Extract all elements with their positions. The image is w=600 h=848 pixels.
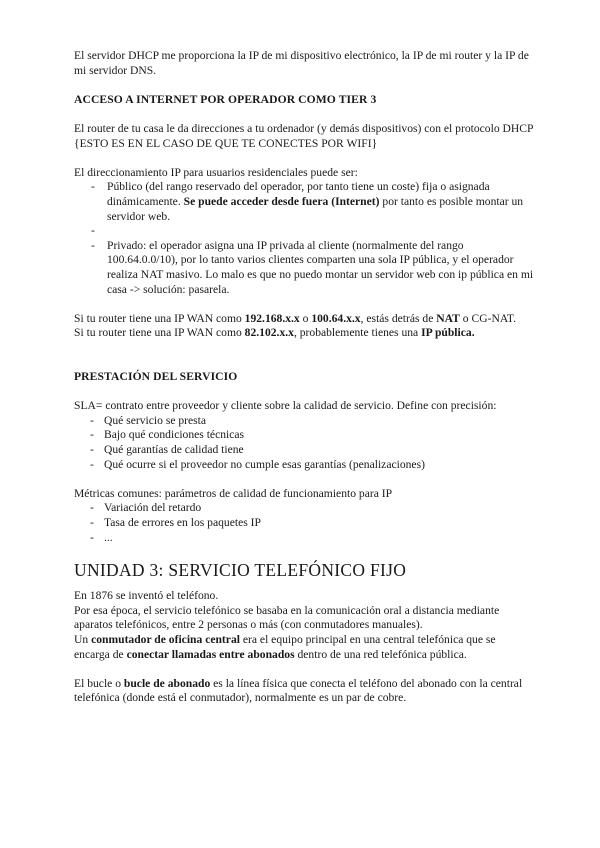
- unit-title: UNIDAD 3: SERVICIO TELEFÓNICO FIJO: [74, 560, 407, 581]
- list-item: - Qué ocurre si el proveedor no cumple esas garantías (penalizaciones): [74, 458, 534, 473]
- list-item: - Qué garantías de calidad tiene: [74, 443, 534, 458]
- list-item-publico: - Público (del rango reservado del operador, por tanto tiene un coste) fija o asignada dinámicamente. Se puede acceder desde fuera (Internet) por tanto es posible montar un servidor web.: [74, 180, 534, 224]
- heading-acceso-internet: ACCESO A INTERNET POR OPERADOR COMO TIER 3: [74, 92, 377, 106]
- paragraph-router: El router de tu casa le da direcciones a tu ordenador (y demás dispositivos) con el protocolo DHCP {ESTO ES EN EL CASO DE QUE TE CONECTES POR WIFI}: [74, 121, 534, 150]
- list-item: - Variación del retardo: [74, 501, 534, 516]
- list-item-privado: - Privado: el operador asigna una IP privada al cliente (normalmente del rango 100.64.0.0/10), por lo tanto varios clientes comparten una sola IP pública, y el operador realiza NAT masivo. Lo malo es que no puedo montar un servidor web con ip pública en mi casa -> solución: pasarela.: [74, 239, 534, 297]
- list-item: - Bajo qué condiciones técnicas: [74, 428, 534, 443]
- list-item: - Qué servicio se presta: [74, 414, 534, 429]
- paragraph-epoca: Por esa época, el servicio telefónico se basaba en la comunicación oral a distancia mediante aparatos telefónicos, entre 2 personas o más (con conmutadores manuales).: [74, 603, 500, 632]
- paragraph-dhcp: El servidor DHCP me proporciona la IP de mi dispositivo electrónico, la IP de mi router y la IP de mi servidor DNS.: [74, 49, 529, 77]
- paragraph-direccionamiento: El direccionamiento IP para usuarios residenciales puede ser:: [74, 165, 358, 179]
- paragraph-wan-nat: Si tu router tiene una IP WAN como 192.168.x.x o 100.64.x.x, estás detrás de NAT o CG-NAT.: [74, 311, 517, 325]
- list-item: - ...: [74, 531, 534, 546]
- paragraph-1876: En 1876 se inventó el teléfono.: [74, 589, 219, 603]
- paragraph-conmutador: Un conmutador de oficina central era el equipo principal en una central telefónica que se encarga de conectar llamadas entre abonados dentro de una red telefónica pública.: [74, 632, 496, 661]
- document-page: [74, 49, 534, 706]
- sla-list: [74, 414, 534, 472]
- metrics-list: [74, 501, 534, 545]
- list-item: - Tasa de errores en los paquetes IP: [74, 516, 534, 531]
- paragraph-bucle: El bucle o bucle de abonado es la línea física que conecta el teléfono del abonado con la central telefónica (donde está el conmutador), normalmente es un par de cobre.: [74, 676, 523, 705]
- heading-prestacion: PRESTACIÓN DEL SERVICIO: [74, 370, 238, 384]
- addressing-list: [74, 180, 534, 297]
- paragraph-wan-publica: Si tu router tiene una IP WAN como 82.102.x.x, probablemente tienes una IP pública.: [74, 326, 475, 340]
- paragraph-metricas: Métricas comunes: parámetros de calidad de funcionamiento para IP: [74, 486, 393, 500]
- paragraph-sla: SLA= contrato entre proveedor y cliente sobre la calidad de servicio. Define con precisión:: [74, 399, 497, 413]
